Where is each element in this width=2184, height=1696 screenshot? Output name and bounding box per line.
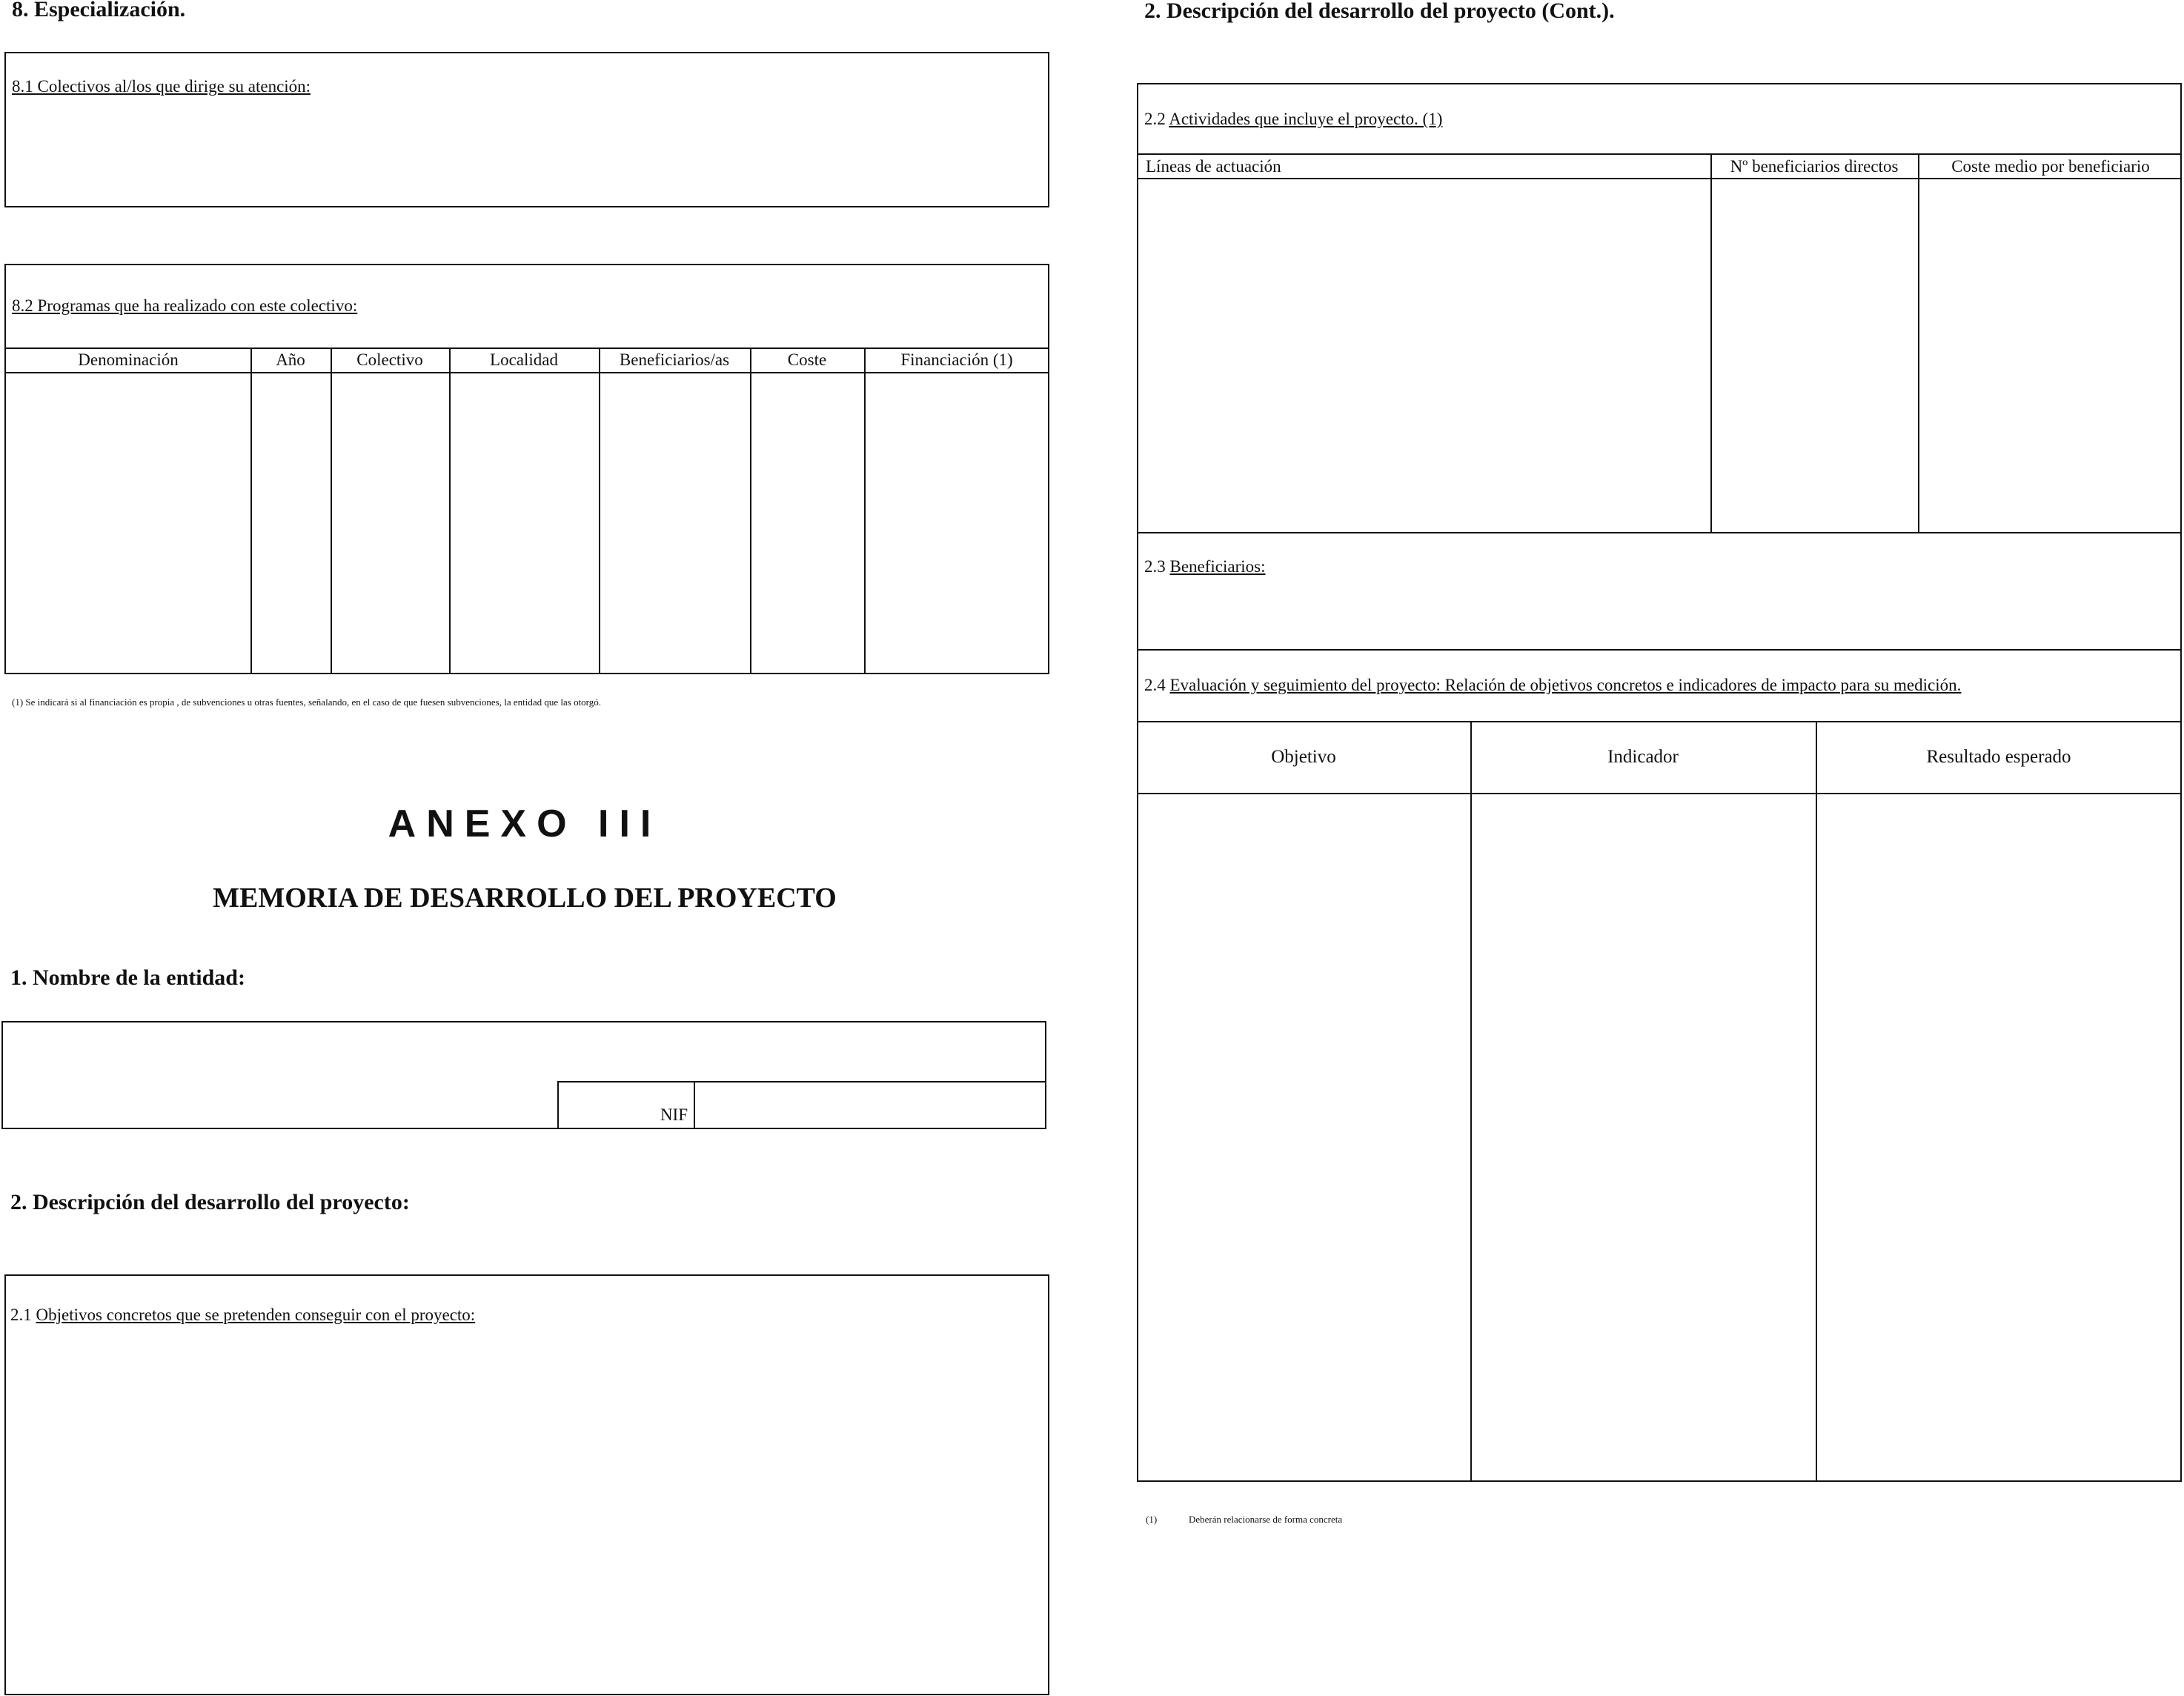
activities-col-divider bbox=[1918, 153, 1919, 532]
q23-label bbox=[1144, 557, 1266, 576]
annex-subtitle: MEMORIA DE DESARROLLO DEL PROYECTO bbox=[213, 882, 837, 914]
right-footnote-number: (1) bbox=[1146, 1514, 1158, 1525]
programas-col-divider bbox=[599, 347, 600, 674]
activities-col-divider bbox=[1710, 153, 1712, 532]
right-form-frame bbox=[1137, 83, 2182, 1482]
q22-label bbox=[1144, 110, 1442, 129]
q21-label bbox=[10, 1306, 475, 1325]
programas-col-divider bbox=[449, 347, 451, 674]
q24-text: Evaluación y seguimiento del proyecto: Relación de objetivos concretos e indicadores de impacto para su medición. bbox=[1169, 676, 1962, 694]
col-header-coste-medio: Coste medio por beneficiario bbox=[1951, 157, 2150, 176]
col-header-beneficiarios-directos: Nº beneficiarios directos bbox=[1730, 157, 1899, 176]
eval-col-divider bbox=[1816, 721, 1817, 1482]
nif-input[interactable] bbox=[695, 1083, 1045, 1128]
q81-label: 8.1 Colectivos al/los que dirige su atención: bbox=[12, 77, 311, 96]
col-header-colectivo: Colectivo bbox=[356, 350, 423, 369]
activities-header-top bbox=[1137, 153, 2182, 155]
col-header-coste: Coste bbox=[787, 350, 827, 369]
beneficiarios-top bbox=[1137, 532, 2182, 533]
q23-text: Beneficiarios: bbox=[1169, 557, 1266, 576]
eval-col-divider bbox=[1470, 721, 1472, 1482]
annex-title: ANEXO III bbox=[388, 802, 662, 845]
q82-label: 8.2 Programas que ha realizado con este colectivo: bbox=[12, 296, 358, 315]
col-header-denominacion: Denominación bbox=[78, 350, 179, 369]
evaluacion-top bbox=[1137, 649, 2182, 651]
nif-label: NIF bbox=[660, 1105, 688, 1124]
q21-text: Objetivos concretos que se pretenden conseguir con el proyecto: bbox=[36, 1306, 476, 1324]
q24-label bbox=[1144, 676, 1961, 695]
programas-col-divider bbox=[331, 347, 332, 674]
programas-col-divider bbox=[864, 347, 866, 674]
q22-prefix: 2.2 bbox=[1144, 110, 1166, 128]
q23-prefix: 2.3 bbox=[1144, 557, 1166, 576]
col-header-objetivo: Objetivo bbox=[1271, 747, 1336, 767]
col-header-indicador: Indicador bbox=[1607, 747, 1679, 767]
right-footnote-text: Deberán relacionarse de forma concreta bbox=[1189, 1514, 1343, 1525]
programas-col-divider bbox=[750, 347, 751, 674]
programas-header-bottom bbox=[4, 372, 1049, 373]
col-header-resultado: Resultado esperado bbox=[1926, 747, 2071, 767]
eval-header-bottom bbox=[1137, 793, 2182, 794]
eval-header-top bbox=[1137, 721, 2182, 722]
col-header-ano: Año bbox=[276, 350, 305, 369]
colectivos-box[interactable] bbox=[4, 52, 1049, 207]
q21-prefix: 2.1 bbox=[10, 1306, 32, 1324]
section-8-title: 8. Especialización. bbox=[12, 0, 186, 21]
col-header-lineas: Líneas de actuación bbox=[1146, 157, 1281, 176]
section-8-footnote: (1) Se indicará si al financiación es propia , de subvenciones u otras fuentes, señalando, en el caso de que fuesen subvenciones, la entidad que las otorgó. bbox=[12, 696, 602, 708]
programas-box bbox=[4, 264, 1049, 674]
col-header-financiacion: Financiación (1) bbox=[900, 350, 1013, 369]
objetivos-box[interactable] bbox=[4, 1274, 1049, 1695]
activities-header-bottom bbox=[1137, 178, 2182, 179]
programas-col-divider bbox=[250, 347, 252, 674]
section-1-title: 1. Nombre de la entidad: bbox=[10, 965, 245, 990]
q24-prefix: 2.4 bbox=[1144, 676, 1166, 694]
section-2-title: 2. Descripción del desarrollo del proyecto: bbox=[10, 1190, 410, 1214]
col-header-localidad: Localidad bbox=[490, 350, 558, 369]
right-section-title: 2. Descripción del desarrollo del proyecto (Cont.). bbox=[1144, 0, 1615, 23]
programas-header-top bbox=[4, 347, 1049, 349]
col-header-beneficiarios: Beneficiarios/as bbox=[619, 350, 730, 369]
q22-text: Actividades que incluye el proyecto. (1) bbox=[1169, 110, 1443, 128]
